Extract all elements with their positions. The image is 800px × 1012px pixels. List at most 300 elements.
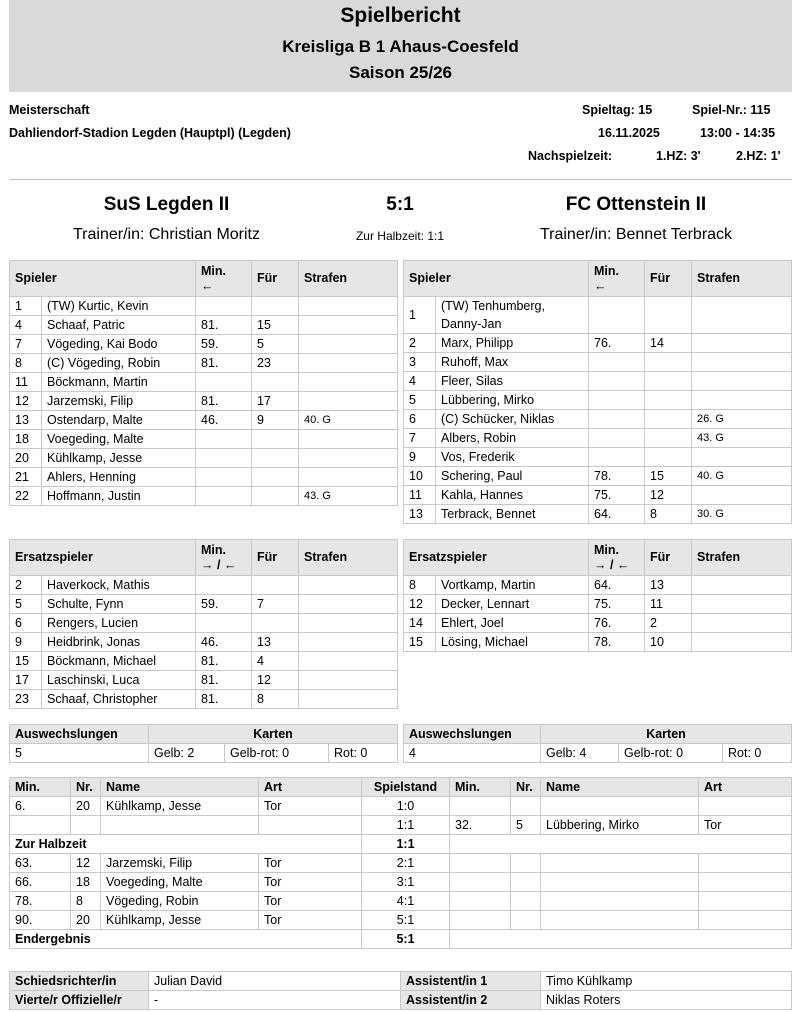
sub-for <box>645 353 692 372</box>
penalty <box>692 486 792 505</box>
player-row <box>404 576 792 595</box>
yellow-count: Gelb: 4 <box>541 744 619 763</box>
nachspielzeit-label: Nachspielzeit: <box>528 149 613 163</box>
player-row <box>10 392 398 411</box>
player-number: 3 <box>404 353 436 372</box>
player-number: 7 <box>10 335 42 354</box>
section-label: Zur Halbzeit <box>10 835 362 854</box>
player-name: Fleer, Silas <box>436 372 589 391</box>
penalty <box>299 576 398 595</box>
events-table <box>9 777 792 949</box>
sub-for: 8 <box>645 505 692 524</box>
yellow-red-count: Gelb-rot: 0 <box>619 744 723 763</box>
player-name: (C) Schücker, Niklas <box>436 410 589 429</box>
col-strafen: Strafen <box>692 261 792 297</box>
player-row <box>404 614 792 633</box>
col-name: Name <box>101 778 259 797</box>
empty-cell <box>450 835 792 854</box>
sub-minute <box>196 576 252 595</box>
empty-cell <box>541 854 699 873</box>
empty-cell <box>541 911 699 930</box>
penalty: 30. G <box>692 505 792 524</box>
goal-row <box>10 892 792 911</box>
player-row <box>404 486 792 505</box>
sub-minute: 81. <box>196 690 252 709</box>
player-number: 23 <box>10 690 42 709</box>
goal-row <box>10 797 792 816</box>
col-min: Min. ← <box>196 261 252 297</box>
player-row <box>10 316 398 335</box>
player-name: Schulte, Fynn <box>42 595 196 614</box>
empty-cell <box>541 797 699 816</box>
col-player: Ersatzspieler <box>404 540 589 576</box>
player-row <box>10 430 398 449</box>
penalty <box>299 633 398 652</box>
player-name: Vögeding, Kai Bodo <box>42 335 196 354</box>
empty-cell <box>699 892 792 911</box>
officials-table <box>9 971 792 1010</box>
player-row <box>10 633 398 652</box>
player-name: Böckmann, Martin <box>42 373 196 392</box>
player-number: 5 <box>10 595 42 614</box>
player-row <box>10 614 398 633</box>
match-time: 13:00 - 14:35 <box>700 126 776 140</box>
player-row <box>404 297 792 334</box>
home-subs-table <box>9 539 398 709</box>
player-number: 13 <box>10 411 42 430</box>
col-min: Min. <box>450 778 511 797</box>
player-row <box>10 595 398 614</box>
event-player: Kühlkamp, Jesse <box>101 911 259 930</box>
penalty: 40. G <box>692 467 792 486</box>
sub-minute: 59. <box>196 335 252 354</box>
col-strafen: Strafen <box>299 540 398 576</box>
away-lineup-table <box>403 260 792 524</box>
penalty <box>692 614 792 633</box>
sub-minute: 76. <box>589 614 645 633</box>
player-number: 11 <box>404 486 436 505</box>
penalty <box>692 334 792 353</box>
player-number: 14 <box>404 614 436 633</box>
penalty <box>692 372 792 391</box>
sub-minute <box>196 468 252 487</box>
player-number: 15 <box>10 652 42 671</box>
empty-cell <box>511 892 541 911</box>
empty-cell <box>699 797 792 816</box>
penalty <box>299 297 398 316</box>
sub-for <box>252 430 299 449</box>
nachspielzeit-hz2: 2.HZ: 1' <box>736 149 781 163</box>
sub-minute <box>196 449 252 468</box>
event-minute: 78. <box>10 892 71 911</box>
player-number: 10 <box>404 467 436 486</box>
sub-for <box>645 297 692 334</box>
home-summary-table <box>9 724 398 763</box>
sub-for <box>252 373 299 392</box>
penalty <box>692 595 792 614</box>
penalty: 43. G <box>692 429 792 448</box>
spieltag: Spieltag: 15 <box>582 103 653 117</box>
penalty <box>299 614 398 633</box>
player-row <box>10 690 398 709</box>
player-name: Rengers, Lucien <box>42 614 196 633</box>
player-name: Laschinski, Luca <box>42 671 196 690</box>
referee-label: Schiedsrichter/in <box>10 972 149 991</box>
col-fuer: Für <box>252 261 299 297</box>
section-label: Endergebnis <box>10 930 362 949</box>
penalty <box>299 316 398 335</box>
penalty <box>299 690 398 709</box>
sub-minute: 78. <box>589 467 645 486</box>
player-row <box>10 671 398 690</box>
player-number: 12 <box>10 392 42 411</box>
sub-minute: 76. <box>589 334 645 353</box>
assistant2-name: Niklas Roters <box>541 991 792 1010</box>
player-row <box>404 410 792 429</box>
player-number: 12 <box>404 595 436 614</box>
score-cell: 5:1 <box>362 911 450 930</box>
sub-for: 11 <box>645 595 692 614</box>
player-number: 20 <box>10 449 42 468</box>
nachspielzeit-hz1: 1.HZ: 3' <box>656 149 701 163</box>
sub-for <box>645 448 692 467</box>
player-name: (TW) Tenhumberg, Danny-Jan <box>436 297 589 334</box>
player-name: Albers, Robin <box>436 429 589 448</box>
venue: Dahliendorf-Stadion Legden (Hauptpl) (Legden) <box>9 126 291 140</box>
penalty <box>692 353 792 372</box>
event-minute: 90. <box>10 911 71 930</box>
goal-row <box>10 816 792 835</box>
penalty <box>692 297 792 334</box>
penalty <box>299 449 398 468</box>
empty-cell <box>541 892 699 911</box>
player-row <box>404 633 792 652</box>
event-type: Tor <box>259 873 362 892</box>
player-name: Ahlers, Henning <box>42 468 196 487</box>
event-number: 20 <box>71 911 101 930</box>
report-header <box>9 0 792 92</box>
penalty <box>299 595 398 614</box>
sub-for: 8 <box>252 690 299 709</box>
event-number: 12 <box>71 854 101 873</box>
yellow-red-count: Gelb-rot: 0 <box>225 744 329 763</box>
sub-for: 9 <box>252 411 299 430</box>
goal-row <box>10 854 792 873</box>
player-name: Böckmann, Michael <box>42 652 196 671</box>
player-number: 8 <box>10 354 42 373</box>
away-subs-table <box>403 539 792 652</box>
col-fuer: Für <box>252 540 299 576</box>
player-number: 22 <box>10 487 42 506</box>
empty-cell <box>450 911 511 930</box>
home-team: SuS Legden II <box>103 194 230 215</box>
player-row <box>10 652 398 671</box>
col-min: Min. → / ← <box>196 540 252 576</box>
sub-minute <box>589 372 645 391</box>
sub-for: 13 <box>252 633 299 652</box>
event-number: 18 <box>71 873 101 892</box>
sub-minute <box>196 430 252 449</box>
sub-for <box>252 576 299 595</box>
sub-for: 12 <box>645 486 692 505</box>
penalty <box>299 392 398 411</box>
sub-for: 15 <box>252 316 299 335</box>
player-row <box>10 487 398 506</box>
event-player: Vögeding, Robin <box>101 892 259 911</box>
subs-header: Auswechslungen <box>10 725 149 744</box>
player-row <box>404 334 792 353</box>
empty-cell <box>699 854 792 873</box>
penalty <box>692 448 792 467</box>
event-minute: 66. <box>10 873 71 892</box>
col-art: Art <box>699 778 792 797</box>
player-name: Lübbering, Mirko <box>436 391 589 410</box>
sub-for: 10 <box>645 633 692 652</box>
score-cell: 5:1 <box>362 930 450 949</box>
player-row <box>10 373 398 392</box>
empty-cell <box>71 816 101 835</box>
player-number: 18 <box>10 430 42 449</box>
subs-count: 4 <box>404 744 541 763</box>
event-minute: 6. <box>10 797 71 816</box>
score-cell: 1:1 <box>362 835 450 854</box>
player-number: 5 <box>404 391 436 410</box>
player-number: 17 <box>10 671 42 690</box>
sub-for <box>645 391 692 410</box>
event-number: 5 <box>511 816 541 835</box>
section-row <box>10 835 792 854</box>
player-name: Schaaf, Patric <box>42 316 196 335</box>
final-score: 5:1 <box>386 194 414 215</box>
empty-cell <box>699 873 792 892</box>
player-name: Hoffmann, Justin <box>42 487 196 506</box>
score-cell: 4:1 <box>362 892 450 911</box>
empty-cell <box>699 911 792 930</box>
sub-for <box>252 449 299 468</box>
col-nr: Nr. <box>71 778 101 797</box>
player-number: 13 <box>404 505 436 524</box>
spiel-nr: Spiel-Nr.: 115 <box>692 103 771 117</box>
col-player: Spieler <box>404 261 589 297</box>
col-fuer: Für <box>645 540 692 576</box>
player-number: 8 <box>404 576 436 595</box>
penalty <box>692 633 792 652</box>
player-number: 9 <box>10 633 42 652</box>
home-lineup-table <box>9 260 398 506</box>
sub-for <box>645 410 692 429</box>
event-player: Kühlkamp, Jesse <box>101 797 259 816</box>
sub-minute <box>196 373 252 392</box>
penalty <box>299 652 398 671</box>
sub-minute: 75. <box>589 486 645 505</box>
player-row <box>10 411 398 430</box>
sub-minute: 81. <box>196 671 252 690</box>
sub-minute: 64. <box>589 576 645 595</box>
event-player: Lübbering, Mirko <box>541 816 699 835</box>
player-number: 21 <box>10 468 42 487</box>
player-name: Jarzemski, Filip <box>42 392 196 411</box>
sub-for: 12 <box>252 671 299 690</box>
competition: Meisterschaft <box>9 103 90 117</box>
sub-minute <box>589 297 645 334</box>
player-row <box>10 335 398 354</box>
event-type: Tor <box>259 892 362 911</box>
sub-minute <box>589 410 645 429</box>
empty-cell <box>511 854 541 873</box>
score-cell: 1:1 <box>362 816 450 835</box>
away-trainer: Trainer/in: Bennet Terbrack <box>539 226 733 243</box>
player-name: Ostendarp, Malte <box>42 411 196 430</box>
fourth-official-name: - <box>149 991 401 1010</box>
player-name: Schaaf, Christopher <box>42 690 196 709</box>
player-row <box>404 595 792 614</box>
sub-for <box>252 468 299 487</box>
sub-for: 2 <box>645 614 692 633</box>
col-strafen: Strafen <box>692 540 792 576</box>
sub-for: 15 <box>645 467 692 486</box>
player-name: Kahla, Hannes <box>436 486 589 505</box>
sub-for <box>252 614 299 633</box>
player-number: 9 <box>404 448 436 467</box>
empty-cell <box>511 911 541 930</box>
sub-for: 5 <box>252 335 299 354</box>
sub-minute <box>589 353 645 372</box>
away-team: FC Ottenstein II <box>565 194 707 215</box>
sub-for: 7 <box>252 595 299 614</box>
sub-for <box>252 487 299 506</box>
subs-header: Auswechslungen <box>404 725 541 744</box>
penalty <box>299 430 398 449</box>
sub-minute: 81. <box>196 354 252 373</box>
empty-cell <box>511 873 541 892</box>
empty-cell <box>450 797 511 816</box>
player-name: Vortkamp, Martin <box>436 576 589 595</box>
player-name: Marx, Philipp <box>436 334 589 353</box>
section-row <box>10 930 792 949</box>
sub-for <box>645 372 692 391</box>
sub-for: 23 <box>252 354 299 373</box>
empty-cell <box>541 873 699 892</box>
empty-cell <box>259 816 362 835</box>
player-number: 2 <box>404 334 436 353</box>
red-count: Rot: 0 <box>329 744 398 763</box>
red-count: Rot: 0 <box>723 744 792 763</box>
player-name: Voegeding, Malte <box>42 430 196 449</box>
sub-for: 4 <box>252 652 299 671</box>
subs-count: 5 <box>10 744 149 763</box>
col-nr: Nr. <box>511 778 541 797</box>
player-row <box>404 353 792 372</box>
player-number: 2 <box>10 576 42 595</box>
sub-minute: 46. <box>196 411 252 430</box>
col-art: Art <box>259 778 362 797</box>
player-number: 1 <box>10 297 42 316</box>
player-number: 6 <box>10 614 42 633</box>
home-trainer: Trainer/in: Christian Moritz <box>72 226 260 243</box>
col-min: Min. → / ← <box>589 540 645 576</box>
sub-for: 14 <box>645 334 692 353</box>
penalty <box>299 354 398 373</box>
assistant2-label: Assistent/in 2 <box>401 991 541 1010</box>
sub-minute <box>589 429 645 448</box>
report-title: Spielbericht <box>340 4 461 27</box>
goal-row <box>10 911 792 930</box>
penalty: 40. G <box>299 411 398 430</box>
player-row <box>404 429 792 448</box>
col-min: Min. <box>10 778 71 797</box>
assistant1-name: Timo Kühlkamp <box>541 972 792 991</box>
sub-for: 17 <box>252 392 299 411</box>
empty-cell <box>450 873 511 892</box>
halftime-score: Zur Halbzeit: 1:1 <box>355 229 445 243</box>
assistant1-label: Assistent/in 1 <box>401 972 541 991</box>
event-minute: 63. <box>10 854 71 873</box>
sub-minute <box>589 391 645 410</box>
sub-minute <box>196 487 252 506</box>
sub-minute: 64. <box>589 505 645 524</box>
col-fuer: Für <box>645 261 692 297</box>
event-type: Tor <box>259 797 362 816</box>
penalty <box>692 391 792 410</box>
col-strafen: Strafen <box>299 261 398 297</box>
sub-for <box>252 297 299 316</box>
player-name: Schering, Paul <box>436 467 589 486</box>
sub-minute <box>196 297 252 316</box>
empty-cell <box>450 854 511 873</box>
player-name: Haverkock, Mathis <box>42 576 196 595</box>
score-cell: 1:0 <box>362 797 450 816</box>
sub-minute: 59. <box>196 595 252 614</box>
empty-cell <box>101 816 259 835</box>
event-type: Tor <box>699 816 792 835</box>
player-row <box>404 391 792 410</box>
event-player: Voegeding, Malte <box>101 873 259 892</box>
penalty: 43. G <box>299 487 398 506</box>
event-minute: 32. <box>450 816 511 835</box>
player-row <box>10 468 398 487</box>
sub-minute: 81. <box>196 652 252 671</box>
player-name: Kühlkamp, Jesse <box>42 449 196 468</box>
player-row <box>10 297 398 316</box>
score-cell: 3:1 <box>362 873 450 892</box>
col-name: Name <box>541 778 699 797</box>
player-number: 6 <box>404 410 436 429</box>
player-name: Heidbrink, Jonas <box>42 633 196 652</box>
col-player: Spieler <box>10 261 196 297</box>
player-name: (C) Vögeding, Robin <box>42 354 196 373</box>
season: Saison 25/26 <box>348 63 452 82</box>
player-row <box>404 467 792 486</box>
player-number: 1 <box>404 297 436 334</box>
player-row <box>10 449 398 468</box>
player-number: 11 <box>10 373 42 392</box>
player-name: Decker, Lennart <box>436 595 589 614</box>
cards-header: Karten <box>149 725 398 744</box>
penalty: 26. G <box>692 410 792 429</box>
player-row <box>404 448 792 467</box>
penalty <box>692 576 792 595</box>
player-number: 15 <box>404 633 436 652</box>
referee-name: Julian David <box>149 972 401 991</box>
col-spielstand: Spielstand <box>362 778 450 797</box>
score-cell: 2:1 <box>362 854 450 873</box>
player-number: 7 <box>404 429 436 448</box>
player-name: (TW) Kurtic, Kevin <box>42 297 196 316</box>
sub-minute: 46. <box>196 633 252 652</box>
fourth-official-label: Vierte/r Offizielle/r <box>10 991 149 1010</box>
player-name: Lösing, Michael <box>436 633 589 652</box>
sub-for <box>645 429 692 448</box>
